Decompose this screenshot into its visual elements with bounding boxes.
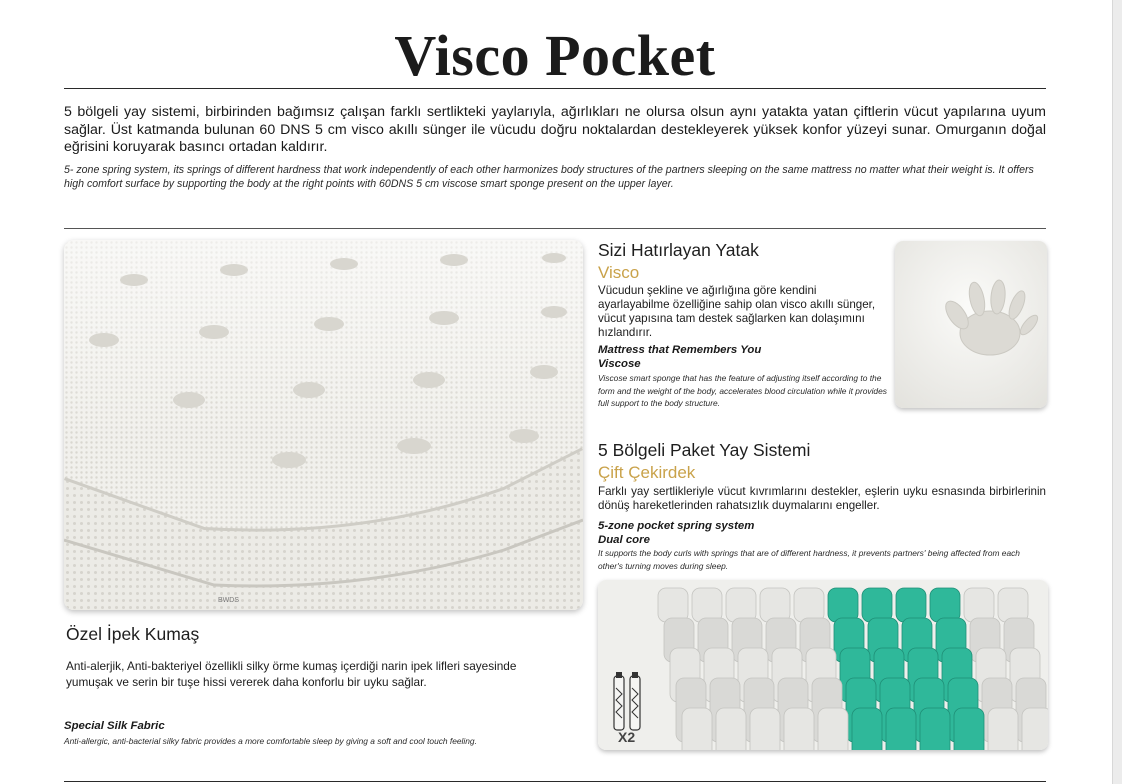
fabric-heading: Özel İpek Kumaş [66,624,200,644]
springs-en-body: It supports the body curls with springs that are of different hardness, it prevents partners' being affected from each other's turning moves during sleep. [598,548,1020,571]
mattress-photo [64,240,583,610]
spring-pocket [750,708,780,750]
mattress-illustration [64,240,583,610]
memory-subheading: Visco [598,263,640,282]
fabric-body: Anti-alerjik, Anti-bakteriyel özellikli silky örme kumaş içerdiği narin ipek lifleri sayesinde yumuşak ve serin bir tuşe hissi vererek daha konforlu bir uyku sağlar. [66,659,517,689]
springs-en-subtitle: Dual core [598,534,650,546]
memory-body: Vücudun şekline ve ağırlığına göre kendini ayarlayabilme özelliğine sahip olan visco akıllı sünger, vücut yapısına tam destek sağlarken kan dolaşımını hızlandırır. [598,284,876,339]
spring-pocket [658,588,688,622]
spring-pocket [862,588,892,622]
fabric-en-body: Anti-allergic, anti-bacterial silky fabric provides a more comfortable sleep by giving a soft and cool touch feeling. [64,736,477,746]
memory-en-body: Viscose smart sponge that has the feature of adjusting itself according to the form and the weight of the body, accelerates blood circulation while it provides full support to the body structure. [598,373,887,408]
springs-en-title: 5-zone pocket spring system [598,520,755,532]
memory-en-title: Mattress that Remembers You [598,344,762,356]
spring-pocket [896,588,926,622]
viewer-gutter [1112,0,1122,784]
handprint-illustration [895,241,1047,408]
spring-pocket [794,588,824,622]
intro-text-tr: 5 bölgeli yay sistemi, birbirinden bağımsız çalışan farklı sertlikteki yaylarıyla, ağırlıkları ne olursa olsun aynı yatakta yatan çiftlerin vücut yapılarına uyum sağlar. Üst katmanda bulunan 60 DNS 5 cm visco akıllı sünger ile vücudu doğru noktalardan destekleyerek yüksek konfor yüzeyi sunar. Omurganın doğal eğrisini koruyarak basıncı ortadan kaldırır. [64,104,1046,155]
spring-pocket [930,588,960,622]
section-divider [64,228,1046,229]
spring-pocket [784,708,814,750]
spring-pocket [828,588,858,622]
memory-en-subtitle: Viscose [598,358,641,370]
spring-pocket [760,588,790,622]
springs-subheading: Çift Çekirdek [598,463,696,482]
dual-core-badge: X2 [618,729,636,745]
spring-pocket [886,708,916,750]
springs-body: Farklı yay sertlikleriyle vücut kıvrımlarını destekler, eşlerin uyku esnasında birbirlerinin dönüş hareketlerinden rahatsızlık duymalarını engeller. [598,485,1046,512]
spring-pocket [998,588,1028,622]
spring-pocket [964,588,994,622]
springs-heading: 5 Bölgeli Paket Yay Sistemi [598,440,811,460]
spring-pocket [726,588,756,622]
pocket-springs-illustration [598,580,1048,750]
spring-pocket [682,708,712,750]
spring-pocket [920,708,950,750]
spring-pocket [692,588,722,622]
spring-pocket [954,708,984,750]
spring-pocket [1022,708,1048,750]
mattress-label: BWDS [218,597,239,604]
title-divider [64,88,1046,89]
spring-pocket [716,708,746,750]
fabric-en-title: Special Silk Fabric [64,720,165,732]
bottom-divider [64,781,1046,782]
intro-text-en: 5- zone spring system, its springs of different hardness that work independently of each other harmonizes body structures of the partners sleeping on the same mattress no matter what their weight is. It offers high comfort surface by supporting the body at the right points with 60DNS 5 cm viscose smart sponge present on the upper layer. [64,164,1034,190]
spring-pocket [988,708,1018,750]
page-title: Visco Pocket [394,23,716,88]
spring-pocket [852,708,882,750]
pocket-springs-photo [598,580,1048,750]
handprint-photo [895,241,1047,408]
memory-heading: Sizi Hatırlayan Yatak [598,240,759,260]
spring-pocket [818,708,848,750]
